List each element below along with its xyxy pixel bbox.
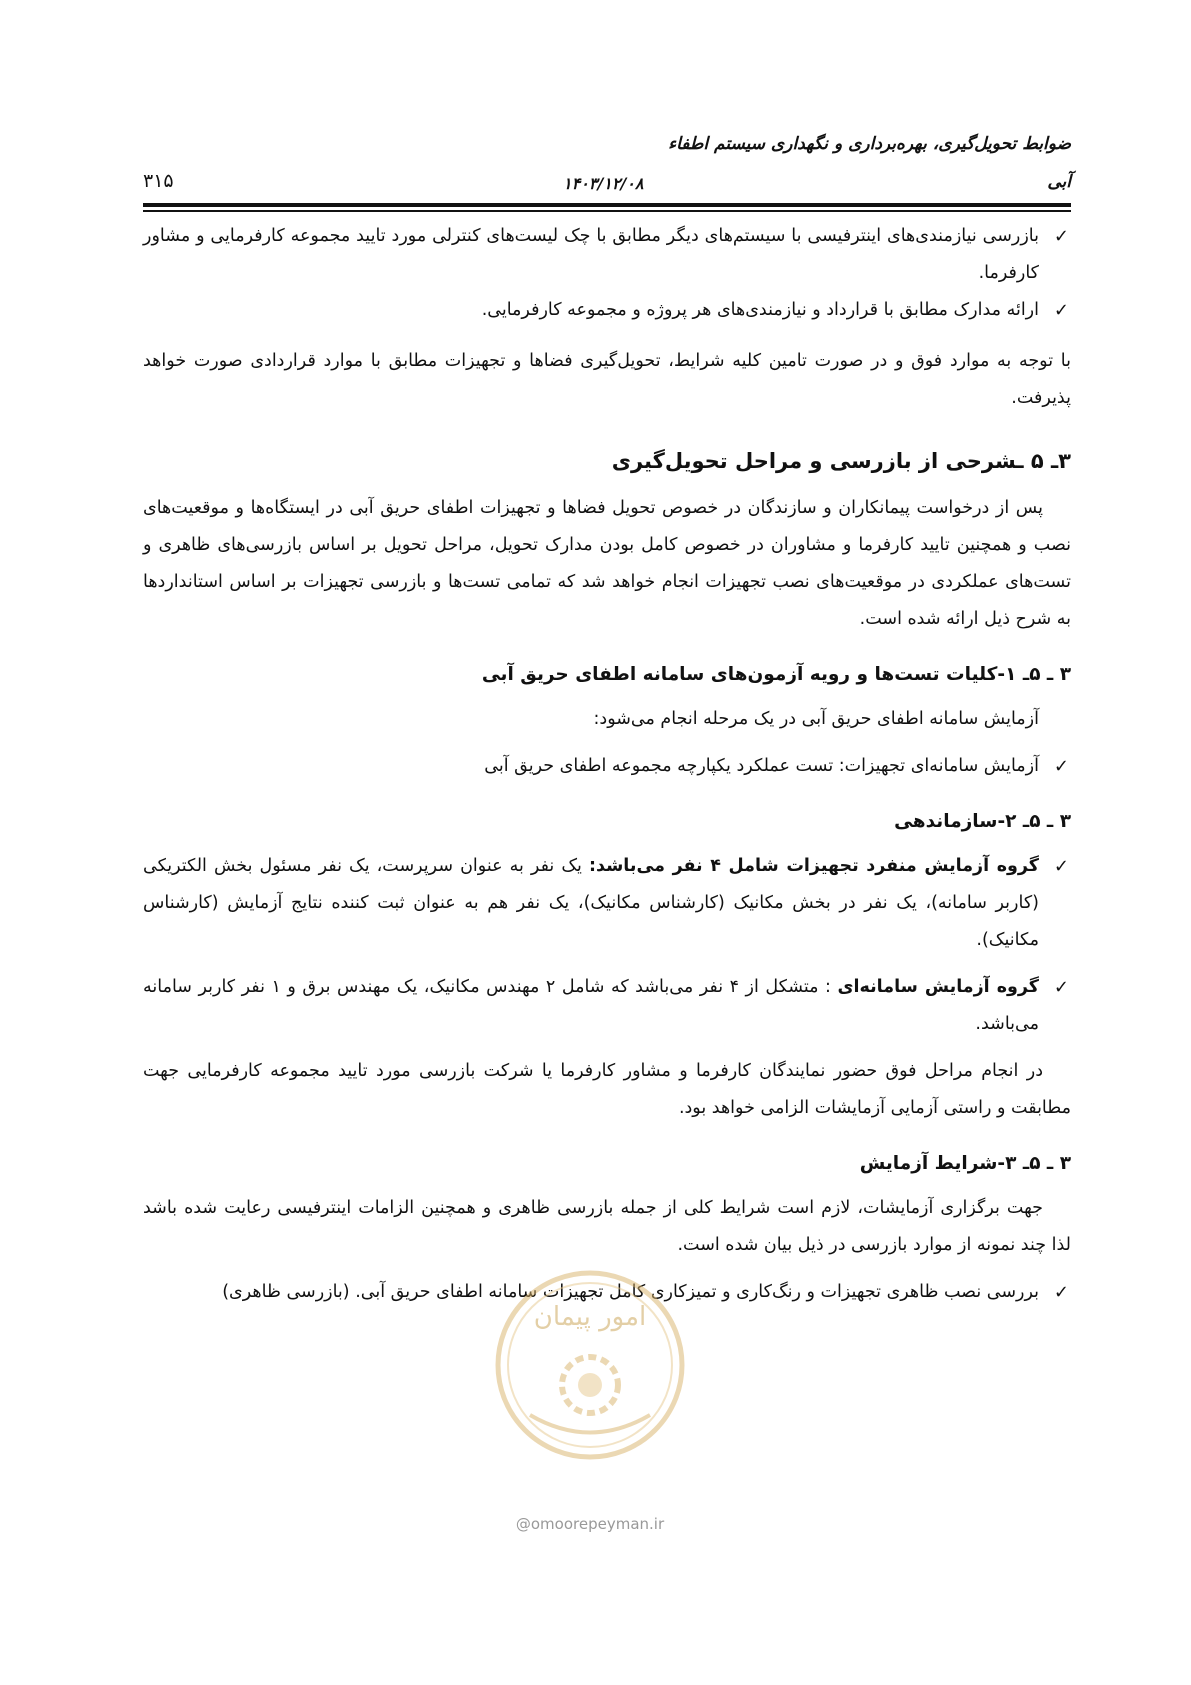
watermark-logo-text: امور پیمان [533,1302,647,1332]
running-header-row [143,170,1071,198]
header-rule-thick [143,203,1071,207]
page-number: ۳۱۵ [143,170,174,192]
bullet-documents: ✓ ارائه مدارک مطابق با قرارداد و نیازمندی‌های هر پروژه و مجموعه کارفرمایی. [143,292,1071,329]
running-header-title: ضوابط تحویل‌گیری، بهره‌برداری و نگهداری سیستم اطفاء [668,134,1071,154]
header-rule-thin [143,210,1071,212]
header-date: ۱۴۰۳/۱۲/۰۸ [563,174,644,193]
document-body [143,218,1071,1311]
bullet-system-test: ✓ آزمایش سامانه‌ای تجهیزات: تست عملکرد یکپارچه مجموعه اطفای حریق آبی [143,748,1071,785]
bullet-visual-inspection: ✓ بررسی نصب ظاهری تجهیزات و رنگ‌کاری و تمیزکاری کامل تجهیزات سامانه اطفای حریق آبی. (بازرسی ظاهری) [143,1274,1071,1311]
bullet-system-test-group-text: : متشکل از ۴ نفر می‌باشد که شامل ۲ مهندس مکانیک، یک مهندس برق و ۱ نفر کاربر سامانه می‌باشد. [143,977,1039,1034]
paragraph-acceptance: با توجه به موارد فوق و در صورت تامین کلیه شرایط، تحویل‌گیری فضاها و تجهیزات مطابق با موارد قراردادی صورت خواهد پذیرفت. [143,351,1071,408]
section-heading-5-3: ۳ ـ ۵ـ ۳-شرایط آزمایش [859,1153,1071,1174]
paragraph-section-5: پس از درخواست پیمانکاران و سازندگان در خصوص تحویل فضاها و تجهیزات اطفای حریق آبی در ایستگاه‌ها و موقعیت‌های نصب و همچنین تایید کارفرما و مشاوران در خصوص کامل بودن مدارک تحویل، مراحل تحویل بر اساس بازرسی‌های ظاهری و تست‌های عملکردی در موقعیت‌های نصب تجهیزات انجام خواهد شد که تمامی تست‌ها و بازرسی تجهیزات بر اساس استانداردها به شرح ذیل ارائه شده است. [143,498,1071,629]
bullet-system-test-group [143,969,1071,1043]
running-header-subtitle: آبی [1047,172,1071,192]
section-heading-5-2: ۳ ـ ۵ـ ۲-سازماندهی [894,811,1071,832]
bullet-individual-test-group [143,848,1071,959]
section-heading-5-1: ۳ ـ ۵ـ ۱-کلیات تست‌ها و رویه آزمون‌های سامانه اطفای حریق آبی [481,664,1071,685]
bullet-individual-test-group-text: یک نفر به عنوان سرپرست، یک نفر مسئول بخش الکتریکی (کاربر سامانه)، یک نفر در بخش مکانیک (کارشناس مکانیک)، یک نفر هم به عنوان ثبت کننده نتایج آزمایش (کارشناس مکانیک). [143,856,1039,950]
bullet-interface-inspection: ✓ بازرسی نیازمندی‌های اینترفیسی با سیستم‌های دیگر مطابق با چک لیست‌های کنترلی مورد تایید مجموعه کارفرمایی و مشاور کارفرما. [143,218,1071,292]
watermark-url: @omoorepeyman.ir [515,1515,665,1533]
paragraph-test-conditions: جهت برگزاری آزمایشات، لازم است شرایط کلی از جمله بازرسی ظاهری و همچنین الزامات اینترفیسی رعایت شده باشد لذا چند نمونه از موارد بازرسی در ذیل بیان شده است. [143,1198,1071,1255]
paragraph-test-intro: آزمایش سامانه اطفای حریق آبی در یک مرحله انجام می‌شود: [593,709,1039,729]
section-heading-5: ۳ـ ۵ ـشرحی از بازرسی و مراحل تحویل‌گیری [611,449,1071,473]
bullet-system-test-group-bold: گروه آزمایش سامانه‌ای [837,977,1039,997]
watermark-logo-icon [490,1265,690,1465]
bullet-individual-test-group-bold: گروه آزمایش منفرد تجهیزات شامل ۴ نفر می‌باشد: [588,856,1039,876]
paragraph-representatives: در انجام مراحل فوق حضور نمایندگان کارفرما و مشاور کارفرما یا شرکت بازرسی مورد تایید مجموعه کارفرمایی جهت مطابقت و راستی آزمایی آزمایشات الزامی خواهد بود. [143,1061,1071,1118]
